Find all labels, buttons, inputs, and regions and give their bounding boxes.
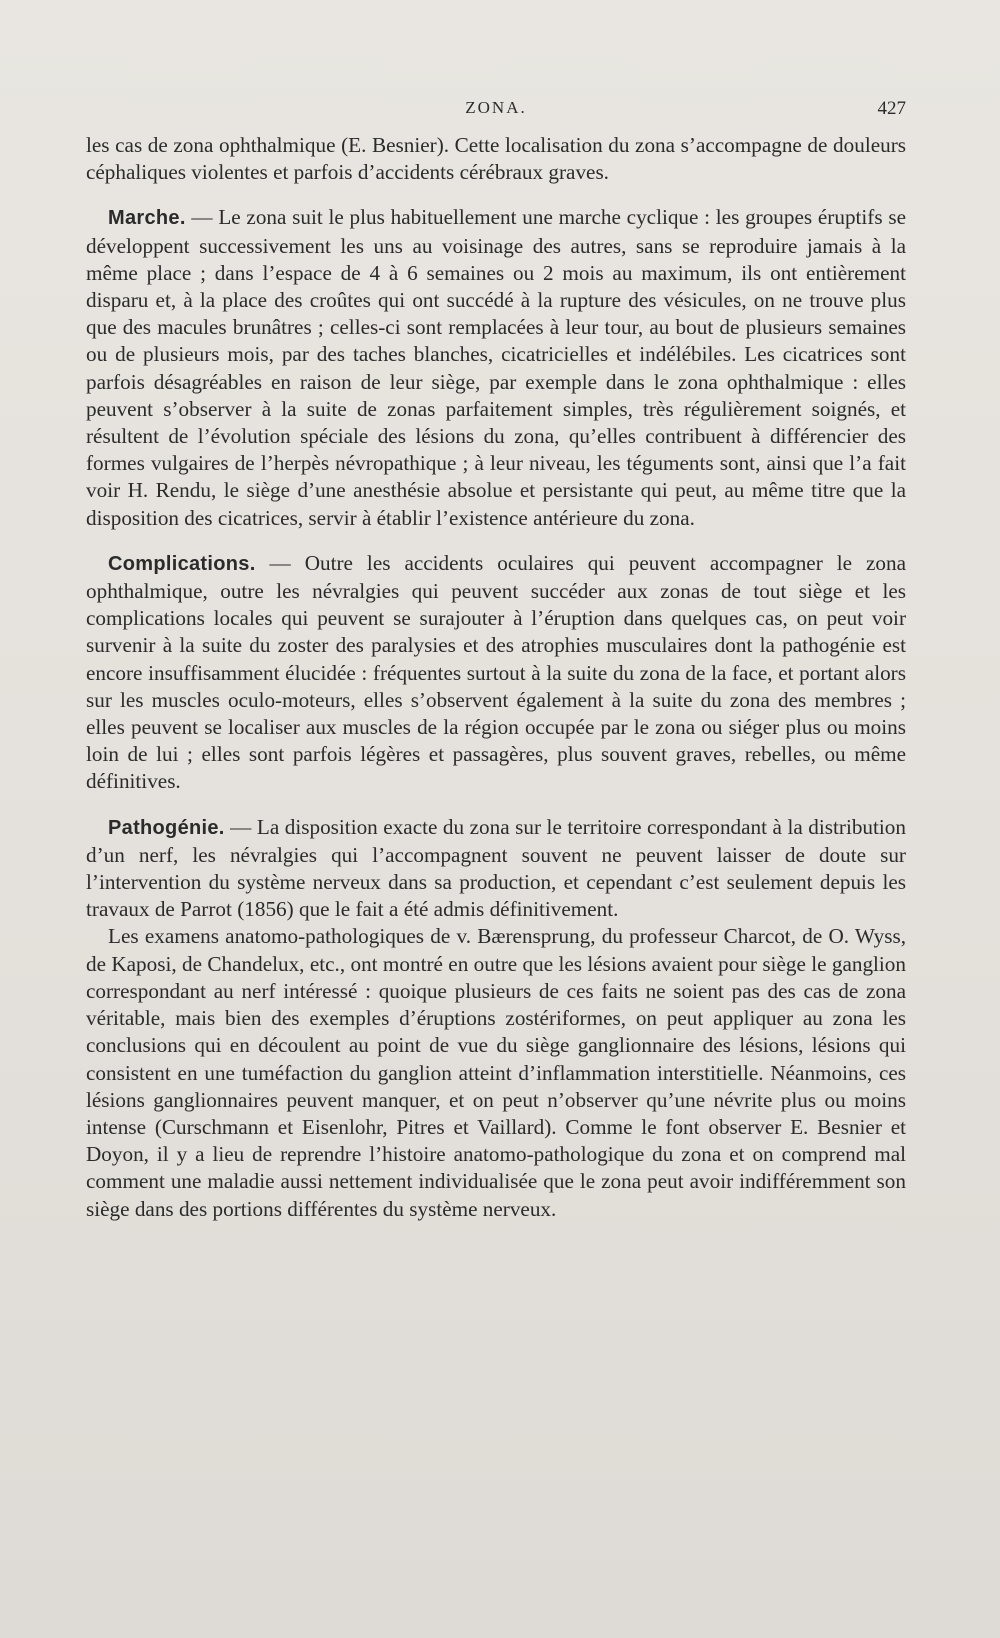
running-head xyxy=(86,98,906,122)
section-marche xyxy=(86,204,906,531)
heading-marche: Marche. xyxy=(108,207,186,230)
marche-text: — Le zona suit le plus habituellement une marche cyclique : les groupes éruptifs se développent successivement les uns au voisinage des autres, sans se reproduire jamais à la même place ; dans l’espace de 4 à 6 semaines ou 2 mois au maximum, ils ont entièrement disparu et, à la place des croûtes qui ont succédé à la rupture des vésicules, on ne trouve plus que des macules brunâtres ; celles-ci sont remplacées à leur tour, au bout de plusieurs semaines ou de plusieurs mois, par des taches blanches, cicatricielles et indélébiles. Les cicatrices sont parfois désagréables en raison de leur siège, par exemple dans le zona ophthalmique : elles peuvent s’observer à la suite de zonas parfaitement simples, très régulièrement soignés, et résultent de l’évolution spéciale des lésions du zona, qu’elles contribuent à différencier des formes vulgaires de l’herpès névropathique ; à leur niveau, les téguments sont, ainsi que l’a fait voir H. Rendu, le siège d’une anesthésie absolue et persistante qui peut, au même titre que la disposition des cicatrices, servir à établir l’existence antérieure du zona. xyxy=(86,205,906,530)
heading-pathogenie: Pathogénie. xyxy=(108,816,225,839)
page-number: 427 xyxy=(877,98,906,119)
heading-complications: Complications. xyxy=(108,552,256,575)
section-complications xyxy=(86,550,906,796)
pathogenie-text: — La disposition exacte du zona sur le territoire correspondant à la distribution d’un nerf, les névralgies qui l’accompagnent souvent ne peuvent laisser de doute sur l’intervention du système nerveux dans sa production, et cependant c’est seulement depuis les travaux de Parrot (1856) que le fait a été admis définitivement. xyxy=(86,814,906,922)
complications-text: — Outre les accidents oculaires qui peuvent accompagner le zona ophthalmique, outre les névralgies qui peuvent succéder aux zonas de tout siège et les complications locales qui peuvent se surajouter à l’éruption dans quelques cas, on peut voir survenir à la suite du zoster des paralysies et des atrophies musculaires dont la pathogénie est encore insuffisamment élucidée : fréquentes surtout à la suite du zona de la face, et portant alors sur les muscles oculo-moteurs, elles s’observent également à la suite du zona des membres ; elles peuvent se localiser aux muscles de la région occupée par le zona ou siéger plus ou moins loin de lui ; elles sont parfois légères et passagères, plus souvent graves, rebelles, ou même définitives. xyxy=(86,550,906,794)
section-pathogenie xyxy=(86,814,906,924)
running-title: ZONA. xyxy=(465,98,527,117)
paragraph-examens: Les examens anatomo-pathologiques de v. Bærensprung, du professeur Charcot, de O. Wyss, de Kaposi, de Chandelux, etc., ont montré en outre que les lésions avaient pour siège le ganglion correspondant au nerf intéressé : quoique plusieurs de ces faits ne soient pas des cas de zona véritable, mais bien des exemples d’éruptions zostériformes, on peut appliquer au zona les conclusions qui en découlent au point de vue du siège ganglionnaire des lésions, lésions qui consistent en une tuméfaction du ganglion atteint d’inflammation interstitielle. Néanmoins, ces lésions ganglionnaires peuvent manquer, et on peut n’observer qu’une névrite plus ou moins intense (Curschmann et Eisenlohr, Pitres et Vaillard). Comme le font observer E. Besnier et Doyon, il y a lieu de reprendre l’histoire anatomo-pathologique du zona et on comprend mal comment une maladie aussi nettement individualisée que le zona peut avoir indifféremment son siège dans des portions différentes du système nerveux. xyxy=(86,924,906,1221)
paragraph-intro: les cas de zona ophthalmique (E. Besnier). Cette localisation du zona s’accompagne de douleurs céphaliques violentes et parfois d’accidents cérébraux graves. xyxy=(86,133,906,185)
text-body xyxy=(86,132,906,1223)
